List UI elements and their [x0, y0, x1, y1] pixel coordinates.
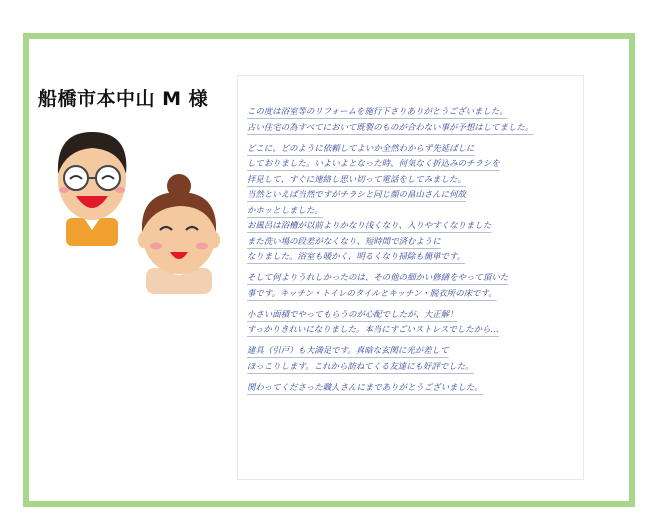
letter-line: 関わってくださった職人さんにまでありがとうございました。	[247, 381, 483, 392]
letter-line: また洗い場の段差がなくなり、短時間で済むように	[247, 235, 441, 246]
letter-line: そして何よりうれしかったのは、その他の細かい修繕をやって頂いた	[247, 272, 509, 283]
family-illustration	[48, 122, 238, 297]
letter-line: 建具（引戸）も大満足です。真暗な玄関に光が差して	[247, 345, 449, 356]
letter-line: 拝見して、すぐに連絡し思い切って電話をしてみました。	[247, 173, 466, 184]
letter-line: どこに、どのように依頼してよいか全然わからず先延ばしに	[247, 142, 475, 153]
customer-name: 船橋市本中山 M 様	[38, 88, 209, 110]
letter-line: お風呂は浴槽が以前よりかなり浅くなり、入りやすくなりました	[247, 220, 492, 231]
letter-line: なりました。浴室も暖かく、明るくなり掃除も簡単です。	[247, 251, 466, 262]
letter-line: 当然といえば当然ですがチラシと同じ顔の畠山さんに何故	[247, 189, 467, 200]
letter-line: しておりました。いよいよとなった時、何気なく折込みのチラシを	[247, 158, 500, 169]
man-illustration	[58, 132, 126, 246]
letter-line: 古い住宅の為すべてにおいて既製のものが合わない事が予想はしてました。	[247, 121, 534, 132]
letter-line: すっかりきれいになりました。本当にすごいストレスでしたから…	[247, 324, 499, 335]
handwritten-letter-text	[247, 104, 577, 395]
letter-line: 事です。キッチン・トイレのタイルとキッチン・脱衣所の床です。	[247, 287, 497, 298]
letter-line: ほっこりします。これから訪ねてくる友達にも好評でした。	[247, 360, 474, 371]
woman-illustration	[138, 174, 220, 294]
letter-line: かホッとしました。	[247, 204, 323, 215]
letter-line: この度は浴室等のリフォームを施行下さりありがとうございました。	[247, 106, 508, 116]
letter-line: 小さい面積でやってもらうのが心配でしたが、大正解！	[247, 308, 458, 319]
